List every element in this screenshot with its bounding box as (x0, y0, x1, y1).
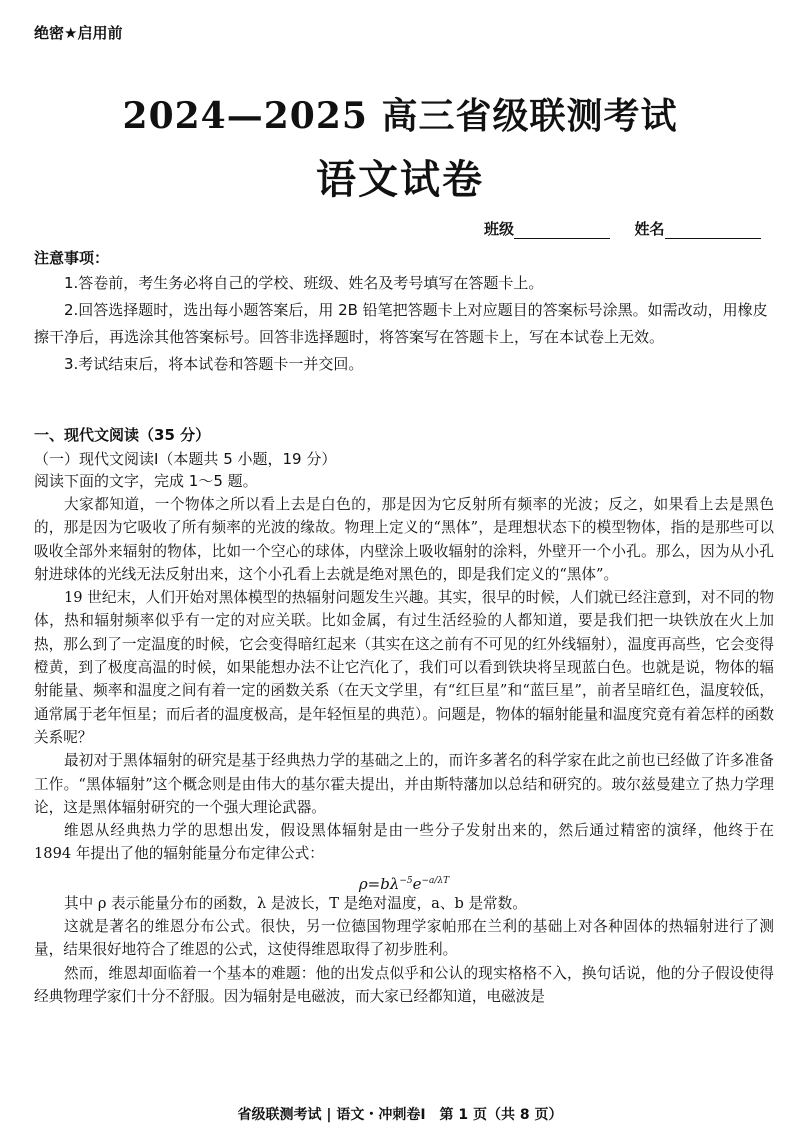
exam-title: 2024—2025 高三省级联测考试 (122, 95, 678, 137)
formula-exponent-2: −a/λT (421, 875, 450, 886)
passage-paragraph: 19 世纪末，人们开始对黑体模型的热辐射问题发生兴趣。其实，很早的时候，人们就已经注意到，对不同的物体，热和辐射频率似乎有一定的对应关联。比如金属，有过生活经验的人都知道，要是我们把一块铁放在火上加热，那么到了一定温度的时候，它会变得暗红起来（其实在这之前有不可见的红外线辐射），温度再高些，它会变得橙黄，到了极度高温的时候，如果能想办法不让它汽化了，我们可以看到铁块将呈现蓝白色。也就是说，物体的辐射能量、频率和温度之间有着一定的函数关系（在天文学里，有“红巨星”和“蓝巨星”，前者呈暗红色，温度较低，通常属于老年恒星；而后者的温度极高，是年轻恒星的典范）。问题是，物体的辐射能量和温度究竟有着怎样的函数关系呢？ (34, 589, 774, 746)
student-info-row (484, 218, 761, 239)
formula-main: ρ=bλ (358, 874, 400, 893)
confidential-label: 绝密★启用前 (34, 24, 123, 42)
name-blank (665, 222, 761, 239)
formula-exponent-1: −5 (399, 875, 413, 886)
class-blank (514, 222, 610, 239)
notice-item: 2.回答选择题时，选出每小题答案后，用 2B 铅笔把答题卡上对应题目的答案标号涂黑。如需改动，用橡皮擦干净后，再选涂其他答案标号。回答非选择题时，将答案写在答题卡上，写在本试卷上无效。 (34, 301, 768, 346)
notice-item: 3.考试结束后，将本试卷和答题卡一并交回。 (64, 355, 364, 373)
notice-title: 注意事项： (34, 249, 110, 267)
formula-e: e (412, 874, 422, 893)
passage-paragraph: 然而，维恩却面临着一个基本的难题：他的出发点似乎和公认的现实格格不入，换句话说，他的分子假设使得经典物理学家们十分不舒服。因为辐射是电磁波，而大家已经都知道，电磁波是 (34, 964, 774, 1005)
wien-formula (34, 866, 774, 892)
passage-paragraph: 最初对于黑体辐射的研究是基于经典热力学的基础之上的，而许多著名的科学家在此之前也已经做了许多准备工作。“黑体辐射”这个概念则是由伟大的基尔霍夫提出，并由斯特藩加以总结和研究的。玻尔兹曼建立了热力学理论，这是黑体辐射研究的一个强大理论武器。 (34, 752, 774, 816)
reading-passage (34, 493, 774, 1008)
section-subheading: （一）现代文阅读Ⅰ（本题共 5 小题，19 分） (34, 450, 337, 468)
exam-subtitle: 语文试卷 (316, 156, 484, 203)
passage-paragraph: 维恩从经典热力学的思想出发，假设黑体辐射是由一些分子发射出来的，然后通过精密的演绎，他终于在 1894 年提出了他的辐射能量分布定律公式： (34, 822, 774, 863)
notice-list (34, 270, 774, 378)
passage-paragraph: 其中 ρ 表示能量分布的函数，λ 是波长，T 是绝对温度，a、b 是常数。 (64, 894, 527, 912)
section-instruction: 阅读下面的文字，完成 1～5 题。 (34, 472, 258, 490)
passage-paragraph: 大家都知道，一个物体之所以看上去是白色的，那是因为它反射所有频率的光波；反之，如果看上去是黑色的，那是因为它吸收了所有频率的光波的缘故。物理上定义的“黑体”，是理想状态下的模型物体，指的是那些可以吸收全部外来辐射的物体，比如一个空心的球体，内壁涂上吸收辐射的涂料，外壁开一个小孔。那么，因为从小孔射进球体的光线无法反射出来，这个小孔看上去就是绝对黑色的，即是我们定义的“黑体”。 (34, 496, 774, 583)
notice-item: 1.答卷前，考生务必将自己的学校、班级、姓名及考号填写在答题卡上。 (64, 274, 544, 292)
passage-paragraph: 这就是著名的维恩分布公式。很快，另一位德国物理学家帕邢在兰利的基础上对各种固体的热辐射进行了测量，结果很好地符合了维恩的公式，这使得维恩取得了初步胜利。 (34, 918, 774, 959)
class-label: 班级 (484, 220, 515, 238)
section-heading: 一、现代文阅读（35 分） (34, 426, 211, 444)
page-footer: 省级联测考试 | 语文・冲刺卷Ⅰ 第 1 页（共 8 页） (237, 1107, 563, 1123)
name-label: 姓名 (634, 220, 665, 238)
